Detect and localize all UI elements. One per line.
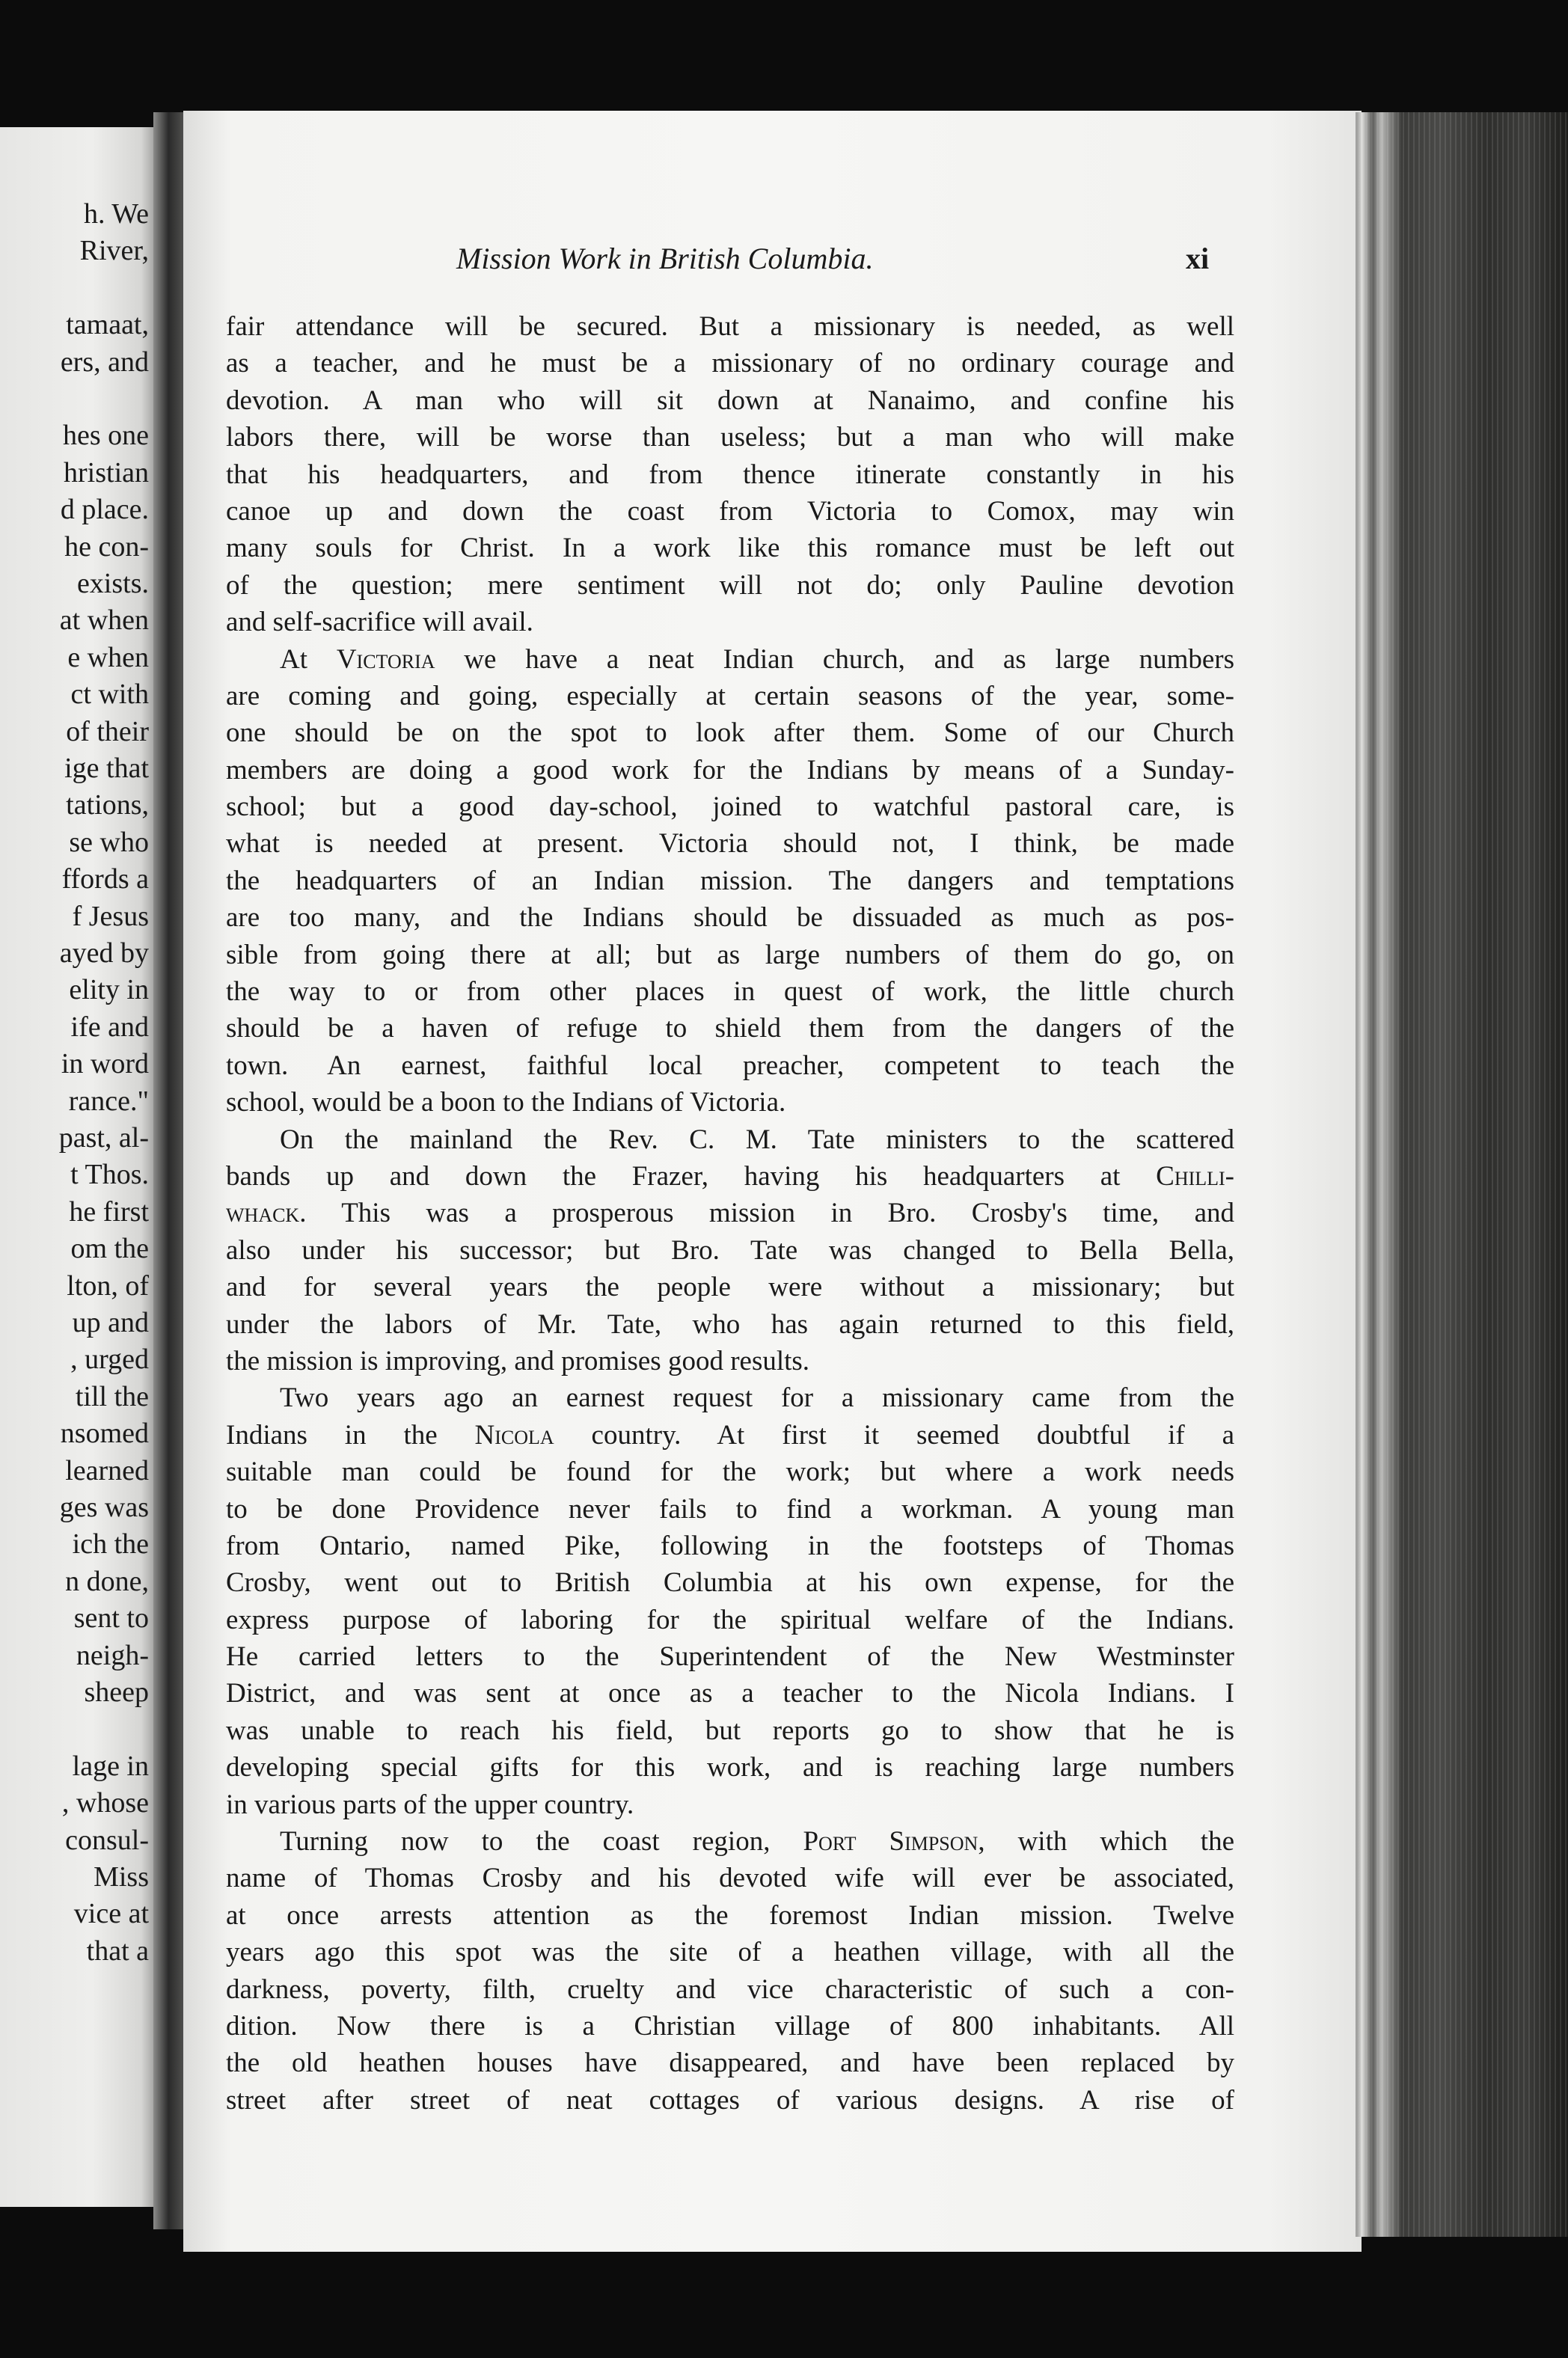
left-page-line: tations,	[66, 789, 149, 821]
left-page-line: t Thos.	[70, 1159, 149, 1191]
text-line	[226, 1564, 1234, 1601]
left-page-line: at when	[59, 604, 149, 637]
left-page-line: ges was	[59, 1492, 149, 1523]
text-span: labors there, will be worse than useless; but a man who will make	[226, 422, 1234, 453]
text-span: should be a haven of refuge to shield them from the dangers of the	[226, 1013, 1234, 1044]
text-line	[226, 678, 1234, 714]
text-span: also under his successor; but Bro. Tate was changed to Bella Bella,	[226, 1234, 1234, 1266]
text-span: are coming and going, especially at certain seasons of the year, some-	[226, 680, 1234, 711]
running-title: Mission Work in British Columbia.	[456, 242, 874, 275]
text-line	[226, 973, 1234, 1010]
text-line	[226, 1934, 1234, 1970]
left-page-line: elity in	[69, 974, 149, 1006]
left-page-line: n done,	[65, 1565, 149, 1597]
left-page-line: neigh-	[76, 1639, 149, 1671]
text-span: Crosby, went out to British Columbia at his own expense, for the	[226, 1567, 1234, 1599]
text-span: He carried letters to the Superintendent of the New Westminster	[226, 1641, 1234, 1673]
left-page-line: learned	[65, 1454, 149, 1486]
text-line	[226, 1712, 1234, 1749]
text-span: years ago this spot was the site of a heathen village, with all the	[226, 1937, 1234, 1968]
left-page-line: vice at	[73, 1898, 149, 1930]
left-page-line: , urged	[70, 1344, 149, 1376]
text-line	[226, 308, 1234, 345]
left-page-line: ife and	[70, 1011, 149, 1043]
text-span: suitable man could be found for the work; but where a work needs	[226, 1457, 1234, 1488]
text-line	[226, 567, 1234, 604]
left-page-line: sent to	[73, 1602, 149, 1635]
left-page-line: in word	[61, 1048, 149, 1080]
text-line	[226, 345, 1234, 382]
text-line	[226, 1306, 1234, 1343]
text-line	[226, 1749, 1234, 1786]
book-gutter	[153, 112, 187, 2229]
place-name: Nicola	[474, 1419, 554, 1451]
page-number: xi	[1186, 242, 1210, 275]
text-span: District, and was sent at once as a teacher to the Nicola Indians. I	[226, 1678, 1234, 1709]
left-page-line: lage in	[72, 1750, 149, 1782]
text-span: school, would be a boon to the Indians of Victoria.	[226, 1087, 786, 1118]
left-page-line: he con-	[64, 530, 149, 563]
left-page-line: rance."	[68, 1085, 149, 1117]
text-span: in various parts of the upper country.	[226, 1789, 634, 1820]
left-page-line: ct with	[70, 679, 149, 711]
text-span: the way to or from other places in quest of work, the little church	[226, 976, 1234, 1008]
text-span: street after street of neat cottages of various designs. A rise of	[226, 2084, 1234, 2116]
text-line	[226, 1417, 1234, 1454]
text-span: are too many, and the Indians should be dissuaded as much as pos-	[226, 902, 1234, 934]
left-page-line: exists.	[76, 568, 149, 599]
left-page-line: of their	[66, 715, 149, 747]
text-line	[226, 1084, 1234, 1121]
text-span: country. At first it seemed doubtful if a	[554, 1419, 1235, 1451]
left-page-line: , whose	[61, 1787, 149, 1819]
text-span: what is needed at present. Victoria should not, I think, be made	[226, 828, 1234, 860]
text-line	[226, 456, 1234, 493]
text-line	[226, 788, 1234, 825]
text-span: On the mainland the Rev. C. M. Tate ministers to the scattered	[280, 1124, 1234, 1155]
place-name: Port Simpson	[803, 1826, 979, 1858]
text-line	[226, 1823, 1234, 1860]
left-page-line: consul-	[65, 1824, 149, 1856]
left-page-line: lton, of	[67, 1270, 149, 1302]
text-line	[226, 604, 1234, 640]
text-line	[226, 493, 1234, 530]
left-page-line: up and	[72, 1307, 149, 1338]
text-line	[226, 1269, 1234, 1305]
left-page-line: nsomed	[60, 1418, 149, 1450]
text-line	[226, 1195, 1234, 1231]
text-line	[226, 752, 1234, 788]
left-page-line: hes one	[62, 420, 149, 452]
text-line	[226, 530, 1234, 566]
text-line	[226, 1343, 1234, 1379]
left-page-line: Miss	[94, 1861, 149, 1893]
text-span: fair attendance will be secured. But a missionary is needed, as well	[226, 311, 1234, 342]
text-line	[226, 1047, 1234, 1084]
left-page-line: tamaat,	[66, 309, 149, 341]
text-line	[226, 937, 1234, 973]
text-line	[226, 1454, 1234, 1490]
text-line	[226, 2045, 1234, 2081]
text-span: , with which the	[978, 1826, 1235, 1858]
left-page-line: ers, and	[60, 346, 149, 378]
text-line	[226, 1638, 1234, 1675]
text-line	[226, 2082, 1234, 2119]
text-line	[226, 1971, 1234, 2008]
left-page-line: ich the	[72, 1528, 149, 1561]
text-span: school; but a good day-school, joined to watchful pastoral care, is	[226, 791, 1234, 823]
text-line	[226, 1158, 1234, 1195]
left-page-line: past, al-	[58, 1122, 149, 1154]
text-line	[226, 382, 1234, 419]
text-line	[226, 899, 1234, 936]
text-span: to be done Providence never fails to find a workman. A young man	[226, 1493, 1234, 1525]
text-span: developing special gifts for this work, and is reaching large numbers	[226, 1752, 1234, 1783]
text-span: and self-sacrifice will avail.	[226, 607, 533, 638]
text-span: bands up and down the Frazer, having his headquarters at	[226, 1160, 1157, 1192]
text-line	[226, 714, 1234, 751]
left-page-line: d place.	[60, 494, 149, 526]
text-span: many souls for Christ. In a work like this romance must be left out	[226, 533, 1234, 564]
text-span: Two years ago an earnest request for a missionary came from the	[280, 1382, 1234, 1414]
text-span: at once arrests attention as the foremost Indian mission. Twelve	[226, 1899, 1234, 1931]
text-line	[226, 1232, 1234, 1269]
text-span: of the question; mere sentiment will not do; only Pauline devotion	[226, 569, 1234, 601]
left-page-line: se who	[69, 826, 149, 858]
place-name: whack.	[226, 1198, 307, 1229]
text-span: was unable to reach his field, but reports go to show that he is	[226, 1715, 1234, 1746]
left-page-line: f Jesus	[72, 900, 149, 932]
text-span: under the labors of Mr. Tate, who has again returned to this field,	[226, 1308, 1234, 1340]
body-text	[226, 308, 1234, 2119]
left-page-line: ffords a	[61, 863, 149, 895]
text-span: devotion. A man who will sit down at Nanaimo, and confine his	[226, 385, 1234, 416]
text-span: name of Thomas Crosby and his devoted wife will ever be associated,	[226, 1863, 1234, 1894]
left-page-line: om the	[70, 1233, 149, 1265]
text-line	[226, 1602, 1234, 1638]
text-span: from Ontario, named Pike, following in the footsteps of Thomas	[226, 1530, 1234, 1561]
text-span: town. An earnest, faithful local preacher, competent to teach the	[226, 1050, 1234, 1081]
text-span: the old heathen houses have disappeared, and have been replaced by	[226, 2048, 1234, 2079]
text-span: dition. Now there is a Christian village of 800 inhabitants. All	[226, 2010, 1234, 2042]
left-page-line: River,	[79, 235, 149, 267]
text-line	[226, 2008, 1234, 2045]
text-line	[226, 1010, 1234, 1047]
left-page-line: sheep	[84, 1676, 149, 1708]
text-line	[226, 1897, 1234, 1934]
text-line	[226, 1675, 1234, 1712]
text-span: This was a prosperous mission in Bro. Crosby's time, and	[306, 1198, 1234, 1229]
text-span: canoe up and down the coast from Victoria to Comox, may win	[226, 495, 1234, 527]
text-span: express purpose of laboring for the spiritual welfare of the Indians.	[226, 1604, 1234, 1635]
text-span: as a teacher, and he must be a missionary of no ordinary courage and	[226, 348, 1234, 379]
text-line	[226, 1860, 1234, 1896]
text-line	[226, 641, 1234, 678]
text-line	[226, 1379, 1234, 1416]
text-span: members are doing a good work for the Indians by means of a Sunday-	[226, 754, 1234, 786]
text-line	[226, 825, 1234, 862]
text-span: and for several years the people were without a missionary; but	[226, 1272, 1234, 1303]
left-page-line: hristian	[64, 456, 149, 489]
text-span: we have a neat Indian church, and as large numbers	[435, 643, 1234, 675]
text-line	[226, 863, 1234, 899]
text-span: one should be on the spot to look after them. Some of our Church	[226, 717, 1234, 749]
text-line	[226, 1491, 1234, 1528]
left-page-line: e when	[67, 641, 149, 673]
text-line	[226, 1121, 1234, 1158]
text-line	[226, 1528, 1234, 1564]
text-span: sible from going there at all; but as large numbers of them do go, on	[226, 939, 1234, 970]
text-span: At	[280, 643, 337, 675]
page-edges	[1356, 112, 1568, 2237]
left-page-line: till the	[75, 1380, 149, 1412]
text-line	[226, 1786, 1234, 1823]
text-span: Turning now to the coast region,	[280, 1826, 803, 1858]
text-span: that his headquarters, and from thence itinerate constantly in his	[226, 459, 1234, 490]
left-page-line: h. We	[83, 198, 149, 230]
left-page-line: ige that	[64, 753, 149, 784]
left-page-line: ayed by	[59, 937, 149, 969]
text-line	[226, 419, 1234, 456]
text-span: the mission is improving, and promises good results.	[226, 1345, 810, 1376]
left-facing-page	[0, 127, 153, 2207]
left-page-line: that a	[86, 1935, 149, 1967]
text-span: Indians in the	[226, 1419, 475, 1451]
place-name: Chilli-	[1156, 1160, 1234, 1192]
place-name: Victoria	[336, 643, 435, 675]
text-span: the headquarters of an Indian mission. The dangers and temptations	[226, 865, 1234, 896]
left-page-line: he first	[69, 1195, 149, 1228]
text-span: darkness, poverty, filth, cruelty and vice characteristic of such a con-	[226, 1973, 1234, 2005]
